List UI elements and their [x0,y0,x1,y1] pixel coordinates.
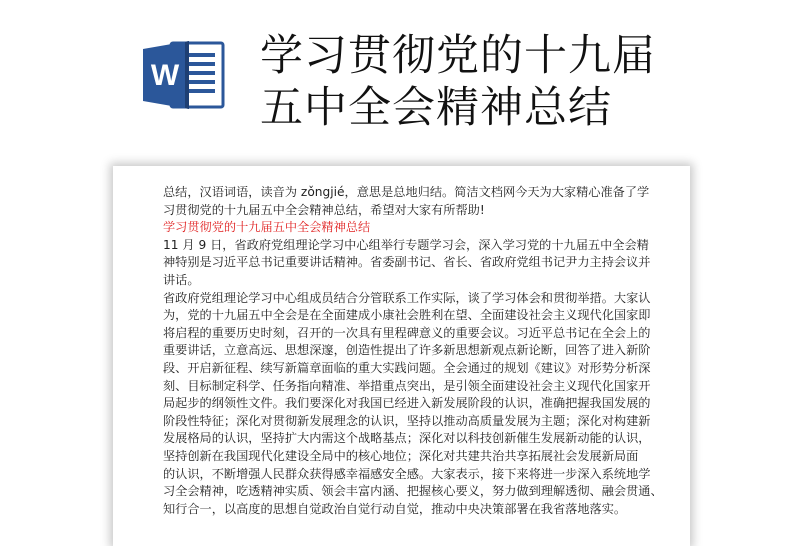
para2-line: 为，党的十九届五中全会是在全面建成小康社会胜利在望、全面建设社会主义现代化国家即 [163,308,651,323]
para1-line: 神特别是习近平总书记重要讲话精神。省委副书记、省长、省政府党组书记尹力主持会议并 [163,255,651,270]
para2-line: 习全会精神，吃透精神实质、领会丰富内涵、把握核心要义，努力做到理解透彻、融会贯通、 [163,484,663,499]
para2-line: 段、开启新征程、续写新篇章面临的重大实践问题。全会通过的规划《建议》对形势分析深 [163,360,651,375]
word-document-icon [141,37,227,113]
para2-line: 坚持创新在我国现代化建设全局中的核心地位；深化对共建共治共享拓展社会发展新局面 [163,448,639,463]
para2-line: 知行合一，以高度的思想自觉政治自觉行动自觉，推动中央决策部署在我省落地落实。 [163,501,627,516]
para1-line: 11 月 9 日，省政府党组理论学习中心组举行专题学习会，深入学习党的十九届五中全会精 [163,237,649,252]
para2-line: 将启程的重要历史时刻，召开的一次具有里程碑意义的重要会议。习近平总书记在全会上的 [163,325,651,340]
para2-line: 省政府党组理论学习中心组成员结合分管联系工作实际，谈了学习体会和贯彻举措。大家认 [163,290,651,305]
header-banner [0,0,800,160]
para2-line: 重要讲话，立意高远、思想深邃，创造性提出了许多新思想新观点新论断，回答了进入新阶 [163,343,651,358]
title-line-1: 学习贯彻党的十九届 [260,31,656,81]
document-body [163,184,663,518]
intro-line: 习贯彻党的十九届五中全会精神总结，希望对大家有所帮助! [163,202,485,217]
title-line-2: 五中全会精神总结 [260,83,612,133]
section-heading: 学习贯彻党的十九届五中全会精神总结 [163,220,371,235]
para2-line: 发展格局的认识，坚持扩大内需这个战略基点；深化对以科技创新催生发展新动能的认识， [163,431,651,446]
page-title [260,30,780,134]
intro-line: 总结，汉语词语，读音为 zǒngjié，意思是总地归结。简洁文档网今天为大家精心准备了学 [163,185,650,199]
para2-line: 局起步的纲领性文件。我们要深化对我国已经进入新发展阶段的认识，准确把握我国发展的 [163,396,651,411]
word-logo-letter: W [150,59,180,92]
document-page [113,166,690,546]
para2-line: 的认识，不断增强人民群众获得感幸福感安全感。大家表示，接下来将进一步深入系统地学 [163,466,651,481]
para2-line: 刻、目标制定科学、任务指向精准、举措重点突出，是引领全面建设社会主义现代化国家开 [163,378,651,393]
para1-line: 讲话。 [163,272,200,287]
para2-line: 阶段性特征；深化对贯彻新发展理念的认识，坚持以推动高质量发展为主题；深化对构建新 [163,413,651,428]
